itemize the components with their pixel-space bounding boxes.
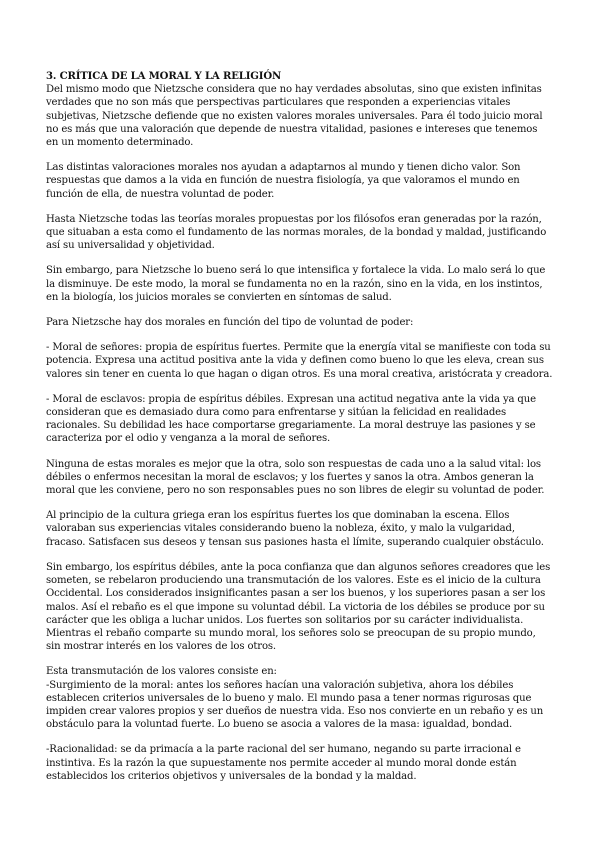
paragraph: [46, 665, 558, 731]
text-line: obstáculo para la voluntad fuerte. Lo bueno se asocia a valores de la masa: igualdad, bondad.: [46, 719, 513, 731]
text-line: Occidental. Los considerados insignificantes pasan a ser los buenos, y los superiores pasan a ser los: [46, 588, 546, 600]
paragraph: [46, 341, 558, 381]
text-line: no es más que una valoración que depende de nuestra vitalidad, pasiones e intereses que tenemos: [46, 123, 538, 135]
document-page: [46, 70, 558, 795]
text-line: Sin embargo, los espíritus débiles, ante la poca confianza que dan algunos señores creadores que les: [46, 561, 551, 573]
text-line: así su universalidad y objetividad.: [46, 240, 215, 252]
text-line: en un momento determinado.: [46, 137, 194, 149]
text-line: verdades que no son más que perspectivas particulares que responden a experiencias vitales: [46, 97, 511, 109]
text-line: establecidos los criterios objetivos y universales de la bondad y la maldad.: [46, 770, 417, 782]
text-line: - Moral de señores: propia de espíritus fuertes. Permite que la energía vital se manifieste con toda su: [46, 342, 551, 354]
text-line: respuestas que damos a la vida en función de nuestra fisiología, ya que valoramos el mundo en: [46, 175, 520, 187]
text-line: función de ella, de nuestra voluntad de poder.: [46, 188, 275, 200]
text-line: Ninguna de estas morales es mejor que la otra, solo son respuestas de cada uno a la salud vital: los: [46, 458, 541, 470]
text-line: la disminuye. De este modo, la moral se fundamenta no en la razón, sino en la vida, en los instintos,: [46, 278, 543, 290]
text-line: valores sin tener en cuenta lo que hagan o digan otros. Es una moral creativa, aristócrata y creadora.: [46, 368, 553, 380]
text-line: débiles o enfermos necesitan la moral de esclavos; y los fuertes y sanos la otra. Ambos generan la: [46, 471, 534, 483]
paragraph: [46, 316, 558, 329]
text-line: Sin embargo, para Nietzsche lo bueno será lo que intensifica y fortalece la vida. Lo malo será lo que: [46, 265, 546, 277]
text-line: -Racionalidad: se da primacía a la parte racional del ser humano, negando su parte irracional e: [46, 744, 521, 756]
text-line: -Surgimiento de la moral: antes los señores hacían una valoración subjetiva, ahora los débiles: [46, 679, 514, 691]
paragraph: [46, 264, 558, 304]
text-line: Del mismo modo que Nietzsche considera que no hay verdades absolutas, sino que existen infinitas: [46, 84, 542, 96]
text-line: consideran que es demasiado dura como para enfrentarse y sitúan la felicidad en realidades: [46, 407, 507, 419]
text-line: valoraban sus experiencias vitales considerando bueno la nobleza, éxito, y malo la vulgaridad,: [46, 523, 515, 535]
document-body: [46, 83, 558, 783]
text-line: Al principio de la cultura griega eran los espíritus fuertes los que dominaban la escena. Ellos: [46, 510, 510, 522]
paragraph: [46, 509, 558, 549]
section-heading: 3. CRÍTICA DE LA MORAL Y LA RELIGIÓN: [46, 71, 282, 82]
paragraph: [46, 458, 558, 498]
paragraph: [46, 161, 558, 201]
text-line: malos. Así el rebaño es el que impone su voluntad débil. La victoria de los débiles se produce por su: [46, 601, 545, 613]
text-line: moral que les conviene, pero no son responsables pues no son libres de elegir su voluntad de poder.: [46, 485, 545, 497]
text-line: subjetivas, Nietzsche defiende que no existen valores morales universales. Para él todo juicio moral: [46, 110, 543, 122]
text-line: Para Nietzsche hay dos morales en función del tipo de voluntad de poder:: [46, 317, 414, 329]
text-line: - Moral de esclavos: propia de espíritus débiles. Expresan una actitud negativa ante la vida ya que: [46, 393, 536, 405]
text-line: sin mostrar interés en los valores de los otros.: [46, 641, 276, 653]
paragraph: [46, 213, 558, 253]
text-line: Esta transmutación de los valores consiste en:: [46, 666, 277, 678]
text-line: impiden crear valores propios y ser dueños de nuestra vida. Eso nos convierte en un rebaño y es un: [46, 705, 544, 717]
text-line: potencia. Expresa una actitud positiva ante la vida y definen como bueno lo que les eleva, crean sus: [46, 355, 544, 367]
text-line: que situaban a esta como el fundamento de las normas morales, de la bondad y maldad, justificando: [46, 227, 547, 239]
paragraph: [46, 561, 558, 653]
paragraph: [46, 83, 558, 149]
paragraph: [46, 393, 558, 446]
text-line: caracteriza por el odio y venganza a la moral de señores.: [46, 433, 331, 445]
text-line: Las distintas valoraciones morales nos ayudan a adaptarnos al mundo y tienen dicho valor. Son: [46, 162, 521, 174]
text-line: Mientras el rebaño comparte su mundo moral, los señores solo se preocupan de su propio mundo,: [46, 627, 536, 639]
text-line: establecen criterios universales de lo bueno y malo. El mundo pasa a tener normas rigurosas que: [46, 692, 532, 704]
text-line: fracaso. Satisfacen sus deseos y tensan sus pasiones hasta el límite, superando cualquier obstáculo.: [46, 536, 544, 548]
text-line: racionales. Su debilidad les hace comportarse gregariamente. La moral destruye las pasiones y se: [46, 420, 536, 432]
text-line: en la biología, los juicios morales se convierten en síntomas de salud.: [46, 291, 392, 303]
text-line: Hasta Nietzsche todas las teorías morales propuestas por los filósofos eran generadas por la razón,: [46, 213, 542, 225]
text-line: someten, se rebelaron produciendo una transmutación de los valores. Este es el inicio de la cultura: [46, 575, 541, 587]
text-line: instintiva. Es la razón la que supuestamente nos permite acceder al mundo moral donde están: [46, 757, 517, 769]
text-line: carácter que les obliga a luchar unidos. Los fuertes son solitarios por su carácter individualista.: [46, 614, 524, 626]
paragraph: [46, 743, 558, 783]
